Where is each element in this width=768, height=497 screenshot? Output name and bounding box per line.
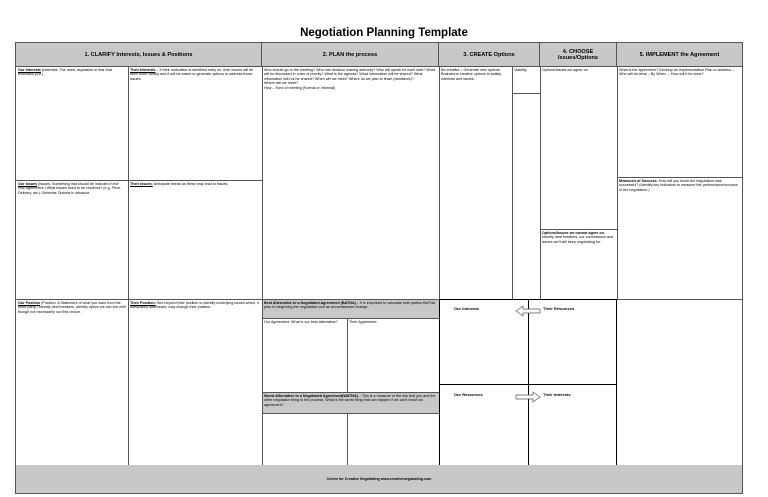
their-interests-cell — [128, 67, 262, 82]
choose-agree-cell: Options/Issues we agree on — [542, 68, 588, 72]
our-position-label: Our Position — [18, 301, 41, 305]
implement-cell: What is the agreement? Develop an Implementation Plan to address: – Who will do what – By When. – How will it be done? — [619, 68, 735, 77]
document-title: Negotiation Planning Template — [300, 27, 468, 39]
their-position-text: See beyond their position to identify underlying issues which, if adequately addressed, may change their position. — [130, 301, 260, 310]
choose-cannot-text: Identify deal breakers, our concessions and issues we'll still keep negotiating for. — [542, 235, 614, 244]
measures-cell — [617, 178, 742, 193]
their-issues-cell — [128, 181, 262, 187]
measures-text: How will you know the negotiation was successful? (Identify key indicators to measure the performance/success of the negotiation.) — [619, 179, 738, 192]
watna-text: – This is a measure of the risk that you and the other negotiator bring to the process. What is the worst thing that can happen if we can't reach an agreement? — [264, 394, 436, 407]
divider-viability — [512, 67, 513, 299]
their-interests-text: – If their motivation is identified early on, their issues will be seen more clearly and it will be easier to generate options to address those issues. — [130, 68, 254, 81]
their-position-label: Their Position: — [130, 301, 156, 305]
batna-cell — [262, 300, 439, 311]
batna-label: Best Alternative to a Negotiated Agreement (BATNA) — [264, 301, 356, 305]
watna-cell — [262, 393, 439, 408]
our-issues-label: Our Issues — [18, 182, 38, 186]
header-implement: 5. IMPLEMENT the Agreement — [617, 43, 742, 67]
divider-h-watna-bottom — [262, 413, 439, 414]
divider-v3 — [439, 67, 440, 299]
their-position-cell — [128, 300, 262, 311]
quadrant-our-interests: Our Interests — [454, 306, 479, 311]
viability-label: Viability — [514, 68, 527, 72]
our-issues-text: (Issues: Something that should be included in the final agreement.) What issues need to be resolved? (e.g. Price, Delivery, etc.) Generate Options in advance. — [18, 182, 122, 195]
our-position-text: (Position: A Statement of what you want from the other party.) Identify deal breakers. Identify option we can live with though not necessarily our first choice. — [18, 301, 126, 314]
right-arrow-icon — [516, 392, 540, 402]
quadrant-their-interests: Their Interests — [543, 392, 571, 397]
left-arrow-icon — [516, 306, 540, 316]
planning-template-grid — [15, 42, 743, 494]
create-options-cell: Be creative – Generate new options. Brainstorm creative options to satisfy interests and issues. — [441, 68, 502, 81]
our-interests-cell — [16, 67, 128, 78]
quadrant-vline — [528, 300, 529, 465]
measures-label: Measures of Success: — [619, 179, 658, 183]
choose-cannot-label: Options/Issues we cannot agree on. — [542, 231, 605, 235]
watna-label: Worst Alternative to a Negotiated Agreement(WATNA) — [264, 394, 358, 398]
header-choose-line1: 4. CHOOSE — [562, 48, 594, 55]
our-interests-label: Our Interests — [18, 68, 41, 72]
quadrant-our-resources: Our Resources — [454, 392, 483, 397]
header-create: 3. CREATE Options — [439, 43, 540, 67]
header-plan: 2. PLAN the process — [262, 43, 439, 67]
their-issues-text: Anticipate needs as these may lead to issues. — [153, 182, 229, 186]
their-agreement-cell: Their Agreement: — [349, 320, 378, 324]
quadrant-their-resources: Their Resources — [543, 306, 575, 311]
divider-v4 — [540, 67, 541, 299]
interests-resources-quadrant — [439, 299, 617, 466]
header-choose-line2: Issues/Options — [557, 55, 599, 61]
their-interests-label: Their Interests — [130, 68, 156, 72]
our-issues-cell — [16, 181, 128, 196]
quadrant-hline — [440, 384, 616, 385]
divider-watna-split — [347, 413, 348, 465]
their-issues-label: Their Issues: — [130, 182, 153, 186]
our-agreement-cell: Our Agreement: What is our best alternative? — [264, 320, 338, 324]
plan-process-cell: Who should go to the meeting? Who has decision making authority? Who will speak for each side? What will be discussed in order of priority? What is the agenda? What information will be shared? What information will not be shared? When will we meet? Where do we plan to finish (deadlines)? Where will we meet? How – Tone of meeting (Formal or Informal) — [264, 68, 435, 90]
footer-credit: Centre for Creative Negotiating www.creativenegotiating.com — [16, 465, 742, 493]
divider-batna-split — [347, 318, 348, 392]
header-clarify: 1. CLARIFY Interests, Issues & Positions — [16, 43, 262, 67]
divider-v1 — [128, 67, 129, 465]
our-position-cell — [16, 300, 128, 315]
divider-h-viability — [512, 93, 540, 94]
our-interests-text: (Interests: The need, aspiration or fear that motivates you.) — [18, 68, 112, 77]
header-choose — [540, 43, 617, 67]
batna-text: – It is important to calculate both parties BATNA prior to beginning the negotiation and as circumstances change. — [264, 301, 435, 310]
choose-cannot-cell — [540, 230, 617, 245]
